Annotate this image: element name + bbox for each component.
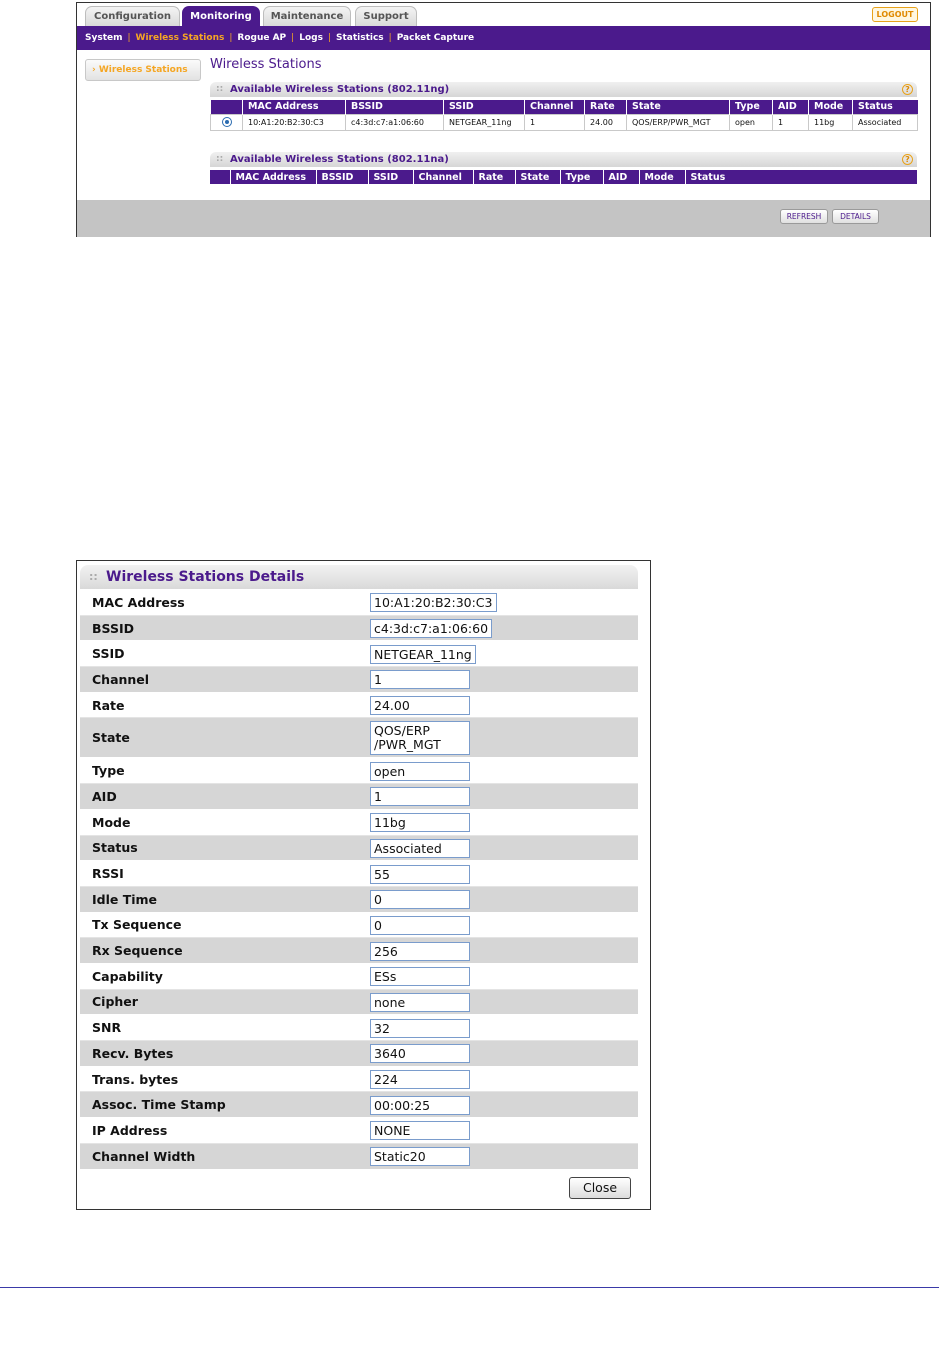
bssid-field[interactable]: c4:3d:c7:a1:06:60 bbox=[370, 619, 492, 638]
field-label: Rx Sequence bbox=[80, 938, 370, 964]
table-header-row bbox=[210, 170, 917, 184]
subnav-packet-capture[interactable]: Packet Capture bbox=[396, 33, 475, 43]
action-bar bbox=[77, 200, 930, 237]
detail-row-channel-width bbox=[80, 1143, 638, 1169]
col-channel: Channel bbox=[525, 100, 585, 114]
details-table bbox=[80, 589, 638, 1169]
page-divider bbox=[0, 1287, 939, 1288]
col-channel: Channel bbox=[413, 170, 473, 184]
col-bssid: BSSID bbox=[346, 100, 444, 114]
field-label: Rate bbox=[80, 692, 370, 718]
detail-row-mode bbox=[80, 809, 638, 835]
field-label: IP Address bbox=[80, 1118, 370, 1144]
field-label: Tx Sequence bbox=[80, 912, 370, 938]
subnav-statistics[interactable]: Statistics bbox=[335, 33, 384, 43]
detail-row-state bbox=[80, 718, 638, 758]
recv-bytes-field[interactable]: 3640 bbox=[370, 1044, 470, 1063]
col-select bbox=[210, 170, 230, 184]
snr-field[interactable]: 32 bbox=[370, 1019, 470, 1038]
cell-mode: 11bg bbox=[809, 114, 853, 130]
detail-row-cipher bbox=[80, 989, 638, 1015]
col-select bbox=[211, 100, 243, 114]
tab-maintenance[interactable]: Maintenance bbox=[263, 6, 351, 27]
mac-address-field[interactable]: 10:A1:20:B2:30:C3 bbox=[370, 593, 497, 612]
field-label: Recv. Bytes bbox=[80, 1041, 370, 1067]
field-label: Channel Width bbox=[80, 1143, 370, 1169]
table-header-row bbox=[211, 100, 918, 114]
col-mac-address: MAC Address bbox=[230, 170, 316, 184]
col-type: Type bbox=[560, 170, 603, 184]
tx-sequence-field[interactable]: 0 bbox=[370, 916, 470, 935]
row-select-radio[interactable] bbox=[211, 114, 243, 130]
detail-row-capability bbox=[80, 963, 638, 989]
detail-row-ssid bbox=[80, 641, 638, 667]
subnav-wireless-stations[interactable]: Wireless Stations bbox=[135, 33, 225, 43]
cell-rate: 24.00 bbox=[585, 114, 627, 130]
tab-configuration[interactable]: Configuration bbox=[85, 6, 180, 27]
cell-type: open bbox=[730, 114, 773, 130]
detail-row-recv-bytes bbox=[80, 1041, 638, 1067]
sidebar-item-label: Wireless Stations bbox=[98, 65, 188, 75]
subnav-logs[interactable]: Logs bbox=[299, 33, 323, 43]
detail-row-channel bbox=[80, 667, 638, 693]
details-button[interactable]: DETAILS bbox=[832, 209, 879, 224]
detail-row-idle-time bbox=[80, 886, 638, 912]
detail-row-aid bbox=[80, 784, 638, 810]
cell-channel: 1 bbox=[525, 114, 585, 130]
type-field[interactable]: open bbox=[370, 762, 470, 781]
grip-icon: :: bbox=[216, 84, 224, 94]
rx-sequence-field[interactable]: 256 bbox=[370, 942, 470, 961]
rate-field[interactable]: 24.00 bbox=[370, 696, 470, 715]
detail-row-trans-bytes bbox=[80, 1066, 638, 1092]
na-section-header bbox=[210, 152, 917, 167]
col-state: State bbox=[627, 100, 730, 114]
subnav-system[interactable]: System bbox=[85, 33, 123, 43]
grip-icon: :: bbox=[89, 570, 98, 583]
radio-selected-icon[interactable] bbox=[222, 117, 232, 127]
help-icon[interactable]: ? bbox=[902, 84, 913, 95]
col-status: Status bbox=[853, 100, 918, 114]
col-rate: Rate bbox=[473, 170, 515, 184]
mode-field[interactable]: 11bg bbox=[370, 813, 470, 832]
logout-button[interactable]: LOGOUT bbox=[872, 7, 918, 22]
main-tab-bar bbox=[77, 3, 930, 26]
subnav-rogue-ap[interactable]: Rogue AP bbox=[237, 33, 287, 43]
ng-stations-table bbox=[210, 100, 918, 131]
detail-row-rssi bbox=[80, 861, 638, 887]
tab-monitoring[interactable]: Monitoring bbox=[182, 6, 260, 27]
help-icon[interactable]: ? bbox=[902, 154, 913, 165]
channel-width-field[interactable]: Static20 bbox=[370, 1147, 470, 1166]
detail-row-ip-address bbox=[80, 1118, 638, 1144]
cipher-field[interactable]: none bbox=[370, 993, 470, 1012]
field-label: SSID bbox=[80, 641, 370, 667]
detail-row-status bbox=[80, 835, 638, 861]
field-label: State bbox=[80, 718, 370, 758]
field-label: AID bbox=[80, 784, 370, 810]
sub-navigation: System | Wireless Stations | Rogue AP | Logs | Statistics | Packet Capture bbox=[77, 26, 930, 50]
cell-aid: 1 bbox=[773, 114, 809, 130]
cell-ssid: NETGEAR_11ng bbox=[444, 114, 525, 130]
details-header bbox=[80, 565, 638, 589]
ng-section-header bbox=[210, 82, 917, 97]
col-mode: Mode bbox=[639, 170, 685, 184]
tab-support[interactable]: Support bbox=[355, 6, 417, 27]
details-title: Wireless Stations Details bbox=[106, 569, 305, 585]
table-row[interactable] bbox=[211, 114, 918, 130]
refresh-button[interactable]: REFRESH bbox=[780, 209, 828, 224]
ip-address-field[interactable]: NONE bbox=[370, 1121, 470, 1140]
cell-state: QOS/ERP/PWR_MGT bbox=[627, 114, 730, 130]
detail-row-rate bbox=[80, 692, 638, 718]
col-status: Status bbox=[685, 170, 917, 184]
na-stations-table bbox=[210, 170, 917, 184]
idle-time-field[interactable]: 0 bbox=[370, 890, 470, 909]
field-label: Type bbox=[80, 758, 370, 784]
field-label: MAC Address bbox=[80, 590, 370, 616]
field-label: Channel bbox=[80, 667, 370, 693]
detail-row-type bbox=[80, 758, 638, 784]
assoc-time-stamp-field[interactable]: 00:00:25 bbox=[370, 1096, 470, 1115]
wireless-stations-details-dialog bbox=[76, 560, 651, 1210]
field-label: Cipher bbox=[80, 989, 370, 1015]
capability-field[interactable]: ESs bbox=[370, 967, 470, 986]
col-type: Type bbox=[730, 100, 773, 114]
col-aid: AID bbox=[773, 100, 809, 114]
field-label: Assoc. Time Stamp bbox=[80, 1092, 370, 1118]
detail-row-tx-sequence bbox=[80, 912, 638, 938]
close-button[interactable]: Close bbox=[569, 1177, 631, 1199]
col-aid: AID bbox=[603, 170, 639, 184]
aid-field[interactable]: 1 bbox=[370, 787, 470, 806]
field-label: Status bbox=[80, 835, 370, 861]
rssi-field[interactable]: 55 bbox=[370, 865, 470, 884]
grip-icon: :: bbox=[216, 154, 224, 164]
ng-section-title: Available Wireless Stations (802.11ng) bbox=[230, 84, 450, 95]
cell-status: Associated bbox=[853, 114, 918, 130]
field-label: Mode bbox=[80, 809, 370, 835]
detail-row-mac-address bbox=[80, 590, 638, 616]
ssid-field[interactable]: NETGEAR_11ng bbox=[370, 645, 476, 664]
detail-row-assoc-time-stamp bbox=[80, 1092, 638, 1118]
channel-field[interactable]: 1 bbox=[370, 670, 470, 689]
detail-row-rx-sequence bbox=[80, 938, 638, 964]
page-title: Wireless Stations bbox=[210, 57, 322, 72]
na-section-title: Available Wireless Stations (802.11na) bbox=[230, 154, 449, 165]
wireless-stations-screen bbox=[76, 2, 931, 237]
cell-bssid: c4:3d:c7:a1:06:60 bbox=[346, 114, 444, 130]
col-state: State bbox=[515, 170, 560, 184]
col-bssid: BSSID bbox=[316, 170, 368, 184]
detail-row-bssid bbox=[80, 615, 638, 641]
trans-bytes-field[interactable]: 224 bbox=[370, 1070, 470, 1089]
col-rate: Rate bbox=[585, 100, 627, 114]
detail-row-snr bbox=[80, 1015, 638, 1041]
field-label: BSSID bbox=[80, 615, 370, 641]
field-label: Trans. bytes bbox=[80, 1066, 370, 1092]
col-mac-address: MAC Address bbox=[243, 100, 346, 114]
field-label: Idle Time bbox=[80, 886, 370, 912]
col-ssid: SSID bbox=[444, 100, 525, 114]
cell-mac: 10:A1:20:B2:30:C3 bbox=[243, 114, 346, 130]
field-label: Capability bbox=[80, 963, 370, 989]
sidebar-item-wireless-stations[interactable] bbox=[85, 59, 201, 81]
state-field[interactable]: QOS/ERP /PWR_MGT bbox=[370, 721, 470, 755]
col-ssid: SSID bbox=[368, 170, 413, 184]
field-label: RSSI bbox=[80, 861, 370, 887]
arrow-right-icon: › bbox=[92, 65, 99, 75]
status-field[interactable]: Associated bbox=[370, 839, 470, 858]
field-label: SNR bbox=[80, 1015, 370, 1041]
col-mode: Mode bbox=[809, 100, 853, 114]
